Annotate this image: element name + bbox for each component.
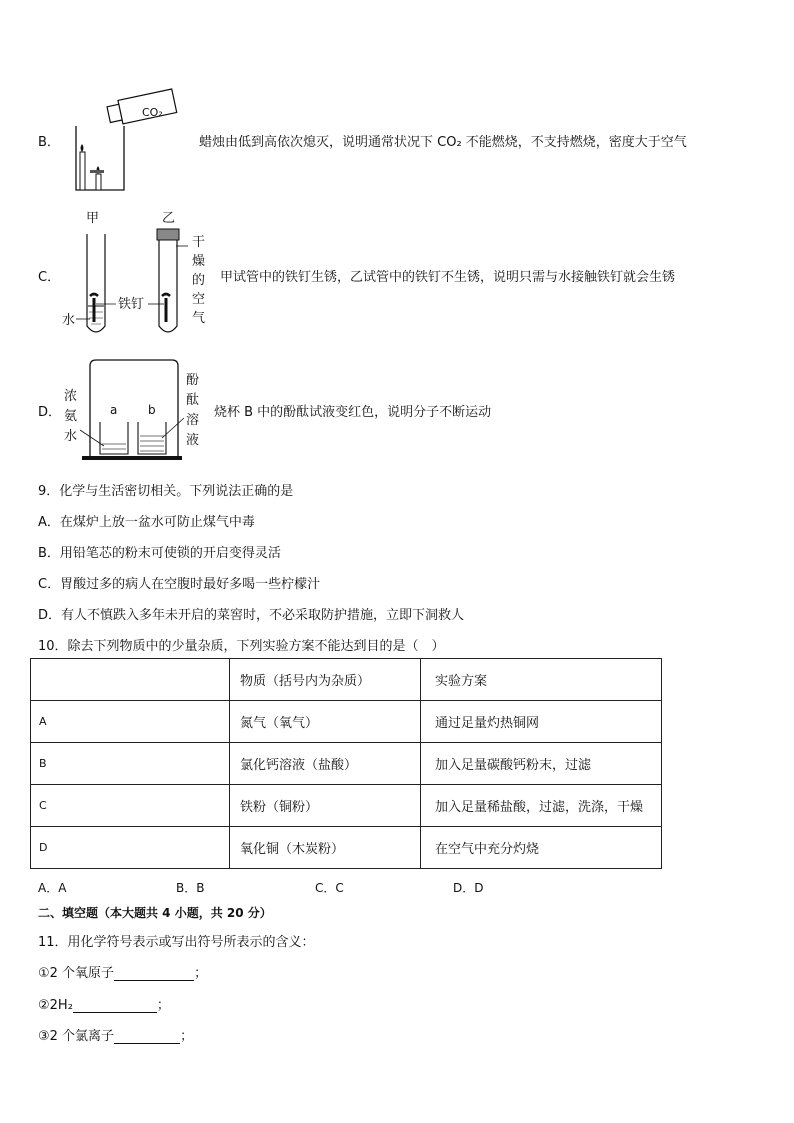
q11-item-3-label: ③2 个氯离子 [38, 1029, 115, 1044]
q9-option-d: D．有人不慎跌入多年未开启的菜窖时，不必采取防护措施，立即下洞救人 [38, 608, 465, 623]
q11-item-1-label: ①2 个氧原子 [38, 966, 115, 981]
label-a: a [110, 403, 118, 417]
label-dry-2: 的 [192, 273, 206, 288]
label-left-0: 浓 [64, 389, 78, 404]
table-cell: 物质（括号内为杂质） [230, 659, 421, 701]
table-cell: 铁粉（铜粉） [230, 785, 421, 827]
label-dry-0: 干 [192, 235, 206, 250]
ammonia-beaker-figure [60, 356, 210, 464]
table-cell: 在空气中充分灼烧 [421, 827, 662, 869]
q10-choice-d: D．D [453, 881, 484, 895]
label-water: 水 [62, 313, 76, 328]
q9-option-b: B．用铅笔芯的粉末可使锁的开启变得灵活 [38, 546, 281, 561]
label-dry-3: 空 [192, 292, 206, 307]
label-dry-1: 燥 [192, 254, 206, 269]
label-right-2: 溶 [186, 413, 200, 428]
answer-blank[interactable] [73, 999, 157, 1013]
table-cell: 实验方案 [421, 659, 662, 701]
label-left-2: 水 [64, 429, 78, 444]
q11-item-2-label: ②2H₂ [38, 998, 73, 1013]
option-d-text: 烧杯 B 中的酚酞试液变红色，说明分子不断运动 [214, 405, 492, 420]
table-row [31, 827, 662, 869]
table-cell: 通过足量灼热铜网 [421, 701, 662, 743]
table-row [31, 743, 662, 785]
q9-stem: 9．化学与生活密切相关。下列说法正确的是 [38, 484, 294, 499]
table-cell: 加入足量稀盐酸，过滤，洗涤，干燥 [421, 785, 662, 827]
label-yi: 乙 [162, 211, 176, 226]
q9-option-a: A．在煤炉上放一盆水可防止煤气中毒 [38, 515, 255, 530]
q11-item-3 [38, 1025, 193, 1044]
table-cell: C [31, 785, 230, 827]
table-cell: D [31, 827, 230, 869]
q10-choice-b: B．B [176, 881, 205, 895]
q11-item-tail: ； [194, 966, 208, 981]
label-right-3: 液 [186, 433, 200, 448]
section-2-title: 二、填空题（本大题共 4 小题，共 20 分） [38, 906, 272, 920]
label-left-1: 氨 [64, 409, 78, 424]
co2-candle-figure [70, 86, 182, 192]
option-c-letter: C． [38, 270, 61, 285]
option-b-letter: B． [38, 135, 60, 150]
answer-blank[interactable] [114, 1030, 180, 1044]
label-nail: 铁钉 [118, 297, 145, 312]
q9-option-c: C．胃酸过多的病人在空腹时最好多喝一些柠檬汁 [38, 577, 321, 592]
test-tube-figure [58, 208, 208, 340]
table-cell: 氧化铜（木炭粉） [230, 827, 421, 869]
option-c-text: 甲试管中的铁钉生锈，乙试管中的铁钉不生锈，说明只需与水接触铁钉就会生锈 [220, 270, 676, 285]
table-cell: 氮气（氧气） [230, 701, 421, 743]
label-b: b [148, 403, 156, 417]
answer-blank[interactable] [114, 967, 194, 981]
table-row [31, 785, 662, 827]
q10-choice-a: A．A [38, 881, 67, 895]
option-d-letter: D． [38, 405, 62, 420]
table-cell [31, 659, 230, 701]
table-header-row [31, 659, 662, 701]
table-cell: A [31, 701, 230, 743]
q11-item-2 [38, 994, 170, 1013]
q11-stem: 11．用化学符号表示或写出符号所表示的含义： [38, 935, 315, 950]
q10-stem: 10．除去下列物质中的少量杂质，下列实验方案不能达到目的是（ ） [38, 639, 445, 654]
label-right-1: 酞 [186, 393, 200, 408]
q11-item-tail: ； [156, 998, 170, 1013]
option-b-text: 蜡烛由低到高依次熄灭，说明通常状况下 CO₂ 不能燃烧，不支持燃烧，密度大于空气 [199, 135, 687, 150]
table-cell: 氯化钙溶液（盐酸） [230, 743, 421, 785]
co2-label: CO₂ [142, 106, 163, 119]
q11-item-tail: ； [180, 1029, 194, 1044]
q10-table [30, 658, 662, 869]
q11-item-1 [38, 962, 207, 981]
table-cell: B [31, 743, 230, 785]
q10-choice-c: C．C [315, 881, 344, 895]
table-row [31, 701, 662, 743]
label-dry-4: 气 [192, 311, 206, 326]
label-right-0: 酚 [186, 373, 200, 388]
label-jia: 甲 [86, 211, 100, 226]
table-cell: 加入足量碳酸钙粉末，过滤 [421, 743, 662, 785]
